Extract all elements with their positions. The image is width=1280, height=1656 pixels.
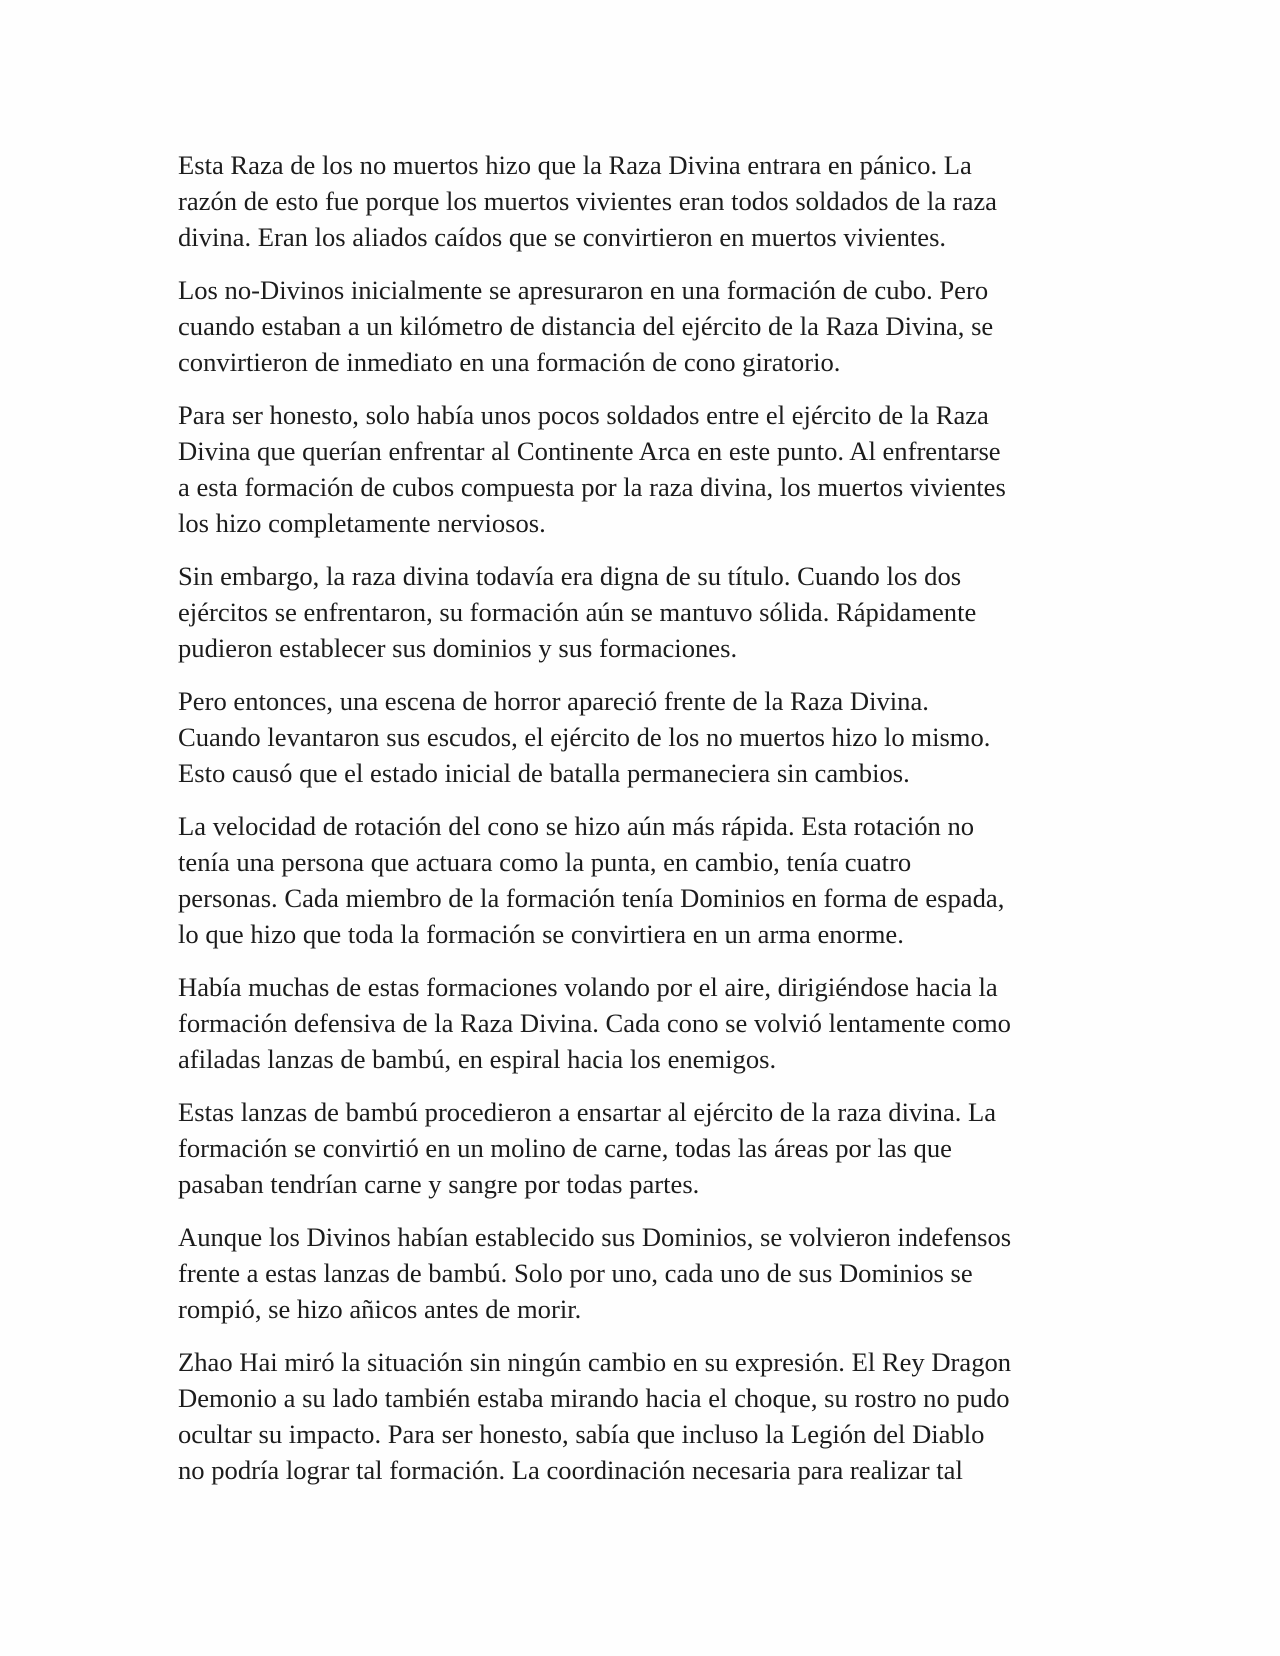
paragraph: Pero entonces, una escena de horror apareció frente de la Raza Divina. Cuando levantaron sus escudos, el ejército de los no muertos hizo lo mismo. Esto causó que el estado inicial de batalla permaneciera sin cambios. xyxy=(178,686,991,788)
paragraph: Para ser honesto, solo había unos pocos soldados entre el ejército de la Raza Divina que querían enfrentar al Continente Arca en este punto. Al enfrentarse a esta formación de cubos compuesta por la raza divina, los muertos vivientes los hizo completamente nerviosos. xyxy=(178,400,1006,538)
paragraph: La velocidad de rotación del cono se hizo aún más rápida. Esta rotación no tenía una persona que actuara como la punta, en cambio, tenía cuatro personas. Cada miembro de la formación tenía Dominios en forma de espada, lo que hizo que toda la formación se convirtiera en un arma enorme. xyxy=(178,811,1005,949)
document-body xyxy=(178,147,1108,1505)
paragraph: Aunque los Divinos habían establecido sus Dominios, se volvieron indefensos frente a estas lanzas de bambú. Solo por uno, cada uno de sus Dominios se rompió, se hizo añicos antes de morir. xyxy=(178,1222,1012,1324)
paragraph: Zhao Hai miró la situación sin ningún cambio en su expresión. El Rey Dragon Demonio a su lado también estaba mirando hacia el choque, su rostro no pudo ocultar su impacto. Para ser honesto, sabía que incluso la Legión del Diablo no podría lograr tal formación. La coordinación necesaria para realizar tal xyxy=(178,1347,1012,1485)
paragraph: Los no-Divinos inicialmente se apresuraron en una formación de cubo. Pero cuando estaban a un kilómetro de distancia del ejército de la Raza Divina, se convirtieron de inmediato en una formación de cono giratorio. xyxy=(178,275,994,377)
paragraph: Estas lanzas de bambú procedieron a ensartar al ejército de la raza divina. La formación se convirtió en un molino de carne, todas las áreas por las que pasaban tendrían carne y sangre por todas partes. xyxy=(178,1097,997,1199)
paragraph: Sin embargo, la raza divina todavía era digna de su título. Cuando los dos ejércitos se enfrentaron, su formación aún se mantuvo sólida. Rápidamente pudieron establecer sus dominios y sus formaciones. xyxy=(178,561,977,663)
paragraph: Había muchas de estas formaciones volando por el aire, dirigiéndose hacia la formación defensiva de la Raza Divina. Cada cono se volvió lentamente como afiladas lanzas de bambú, en espiral hacia los enemigos. xyxy=(178,972,1011,1074)
paragraph: Esta Raza de los no muertos hizo que la Raza Divina entrara en pánico. La razón de esto fue porque los muertos vivientes eran todos soldados de la raza divina. Eran los aliados caídos que se convirtieron en muertos vivientes. xyxy=(178,150,997,252)
